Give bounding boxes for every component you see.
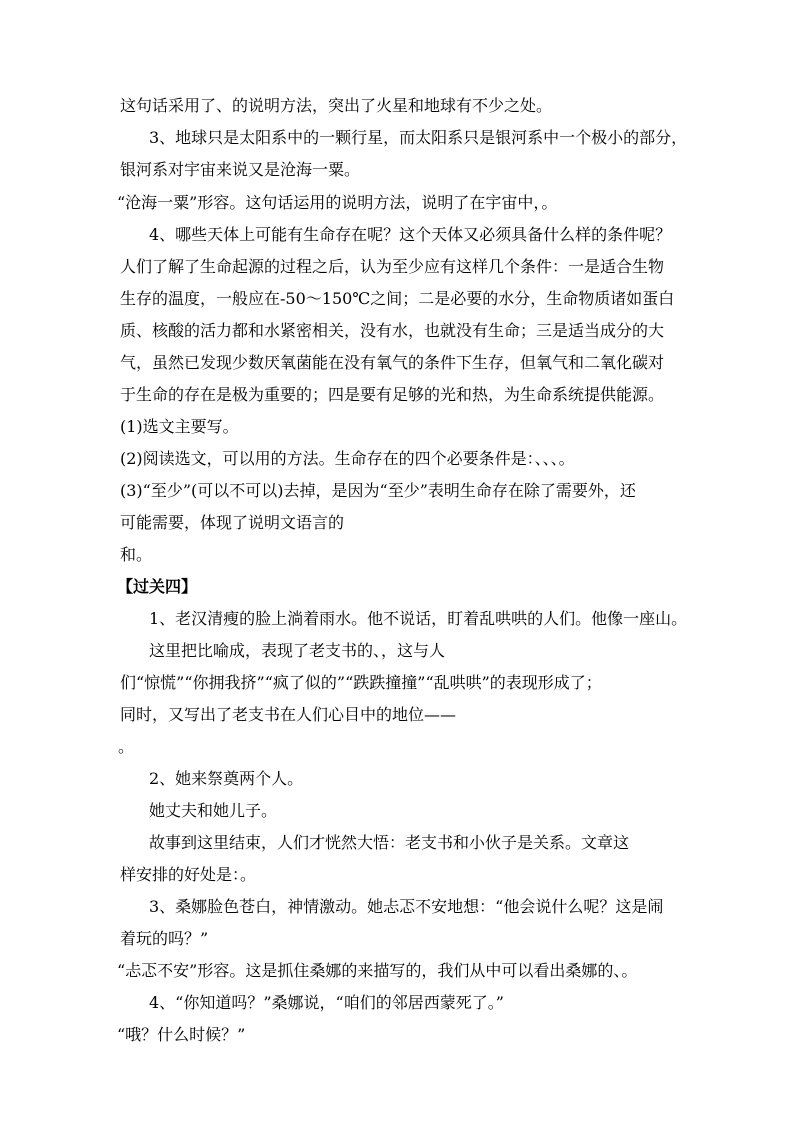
text-line-7: 生存的温度，一般应在-50～150℃之间；二是必要的水分，生命物质诸如蛋白 (120, 289, 675, 308)
text-line-4: “沧海一粟”形容。这句话运用的说明方法，说明了在宇宙中，。 (117, 193, 558, 212)
text-line-14: 可能需要，体现了说明文语言的 (120, 513, 345, 532)
text-line-3: 银河系对宇宙来说又是沧海一粟。 (120, 160, 361, 179)
text-line-2: 3、地球只是太阳系中的一颗行星，而太阳系只是银河系中一个极小的部分， (149, 128, 688, 147)
text-line-15: 和。 (120, 545, 153, 564)
text-line-10: 于生命的存在是极为重要的；四是要有足够的光和热，为生命系统提供能源。 (120, 385, 665, 404)
text-line-29: 4、“你知道吗？”桑娜说，“咱们的邻居西蒙死了。” (149, 993, 504, 1012)
text-line-12: (2)阅读选文，可以用的方法。生命存在的四个必要条件是：、、、。 (120, 449, 575, 468)
text-line-11: (1)选文主要写。 (120, 417, 239, 436)
text-line-28: “忐忑不安”形容。这是抓住桑娜的来描写的，我们从中可以看出桑娜的、。 (117, 961, 638, 980)
section-heading: 【过关四】 (117, 577, 198, 596)
text-line-6: 人们了解了生命起源的过程之后，认为至少应有这样几个条件：一是适合生物 (120, 257, 665, 276)
text-line-27: 着玩的吗？” (120, 929, 209, 948)
text-line-18: 这里把比喻成，表现了老支书的、，这与人 (149, 641, 446, 660)
text-line-17: 1、老汉清瘦的脸上淌着雨水。他不说话，盯着乱哄哄的人们。他像一座山。 (149, 609, 688, 628)
text-line-22: 2、她来祭奠两个人。 (149, 769, 304, 788)
text-line-26: 3、桑娜脸色苍白，神情激动。她忐忑不安地想：“他会说什么呢？这是闹 (149, 897, 664, 916)
text-line-21: 。 (118, 737, 135, 756)
text-line-24: 故事到这里结束，人们才恍然大悟：老支书和小伙子是关系。文章这 (149, 833, 630, 852)
text-line-13: (3)“至少”(可以不可以)去掉，是因为“至少”表明生命存在除了需要外，还 (120, 481, 636, 500)
text-line-1: 这句话采用了、的说明方法，突出了火星和地球有不少之处。 (120, 96, 553, 115)
text-line-9: 气，虽然已发现少数厌氧菌能在没有氧气的条件下生存，但氧气和二氧化碳对 (120, 353, 665, 372)
text-line-20: 同时，又写出了老支书在人们心目中的地位—— (120, 705, 457, 724)
text-line-19: 们“惊慌”“你拥我挤”“疯了似的”“跌跌撞撞”“乱哄哄”的表现形成了； (120, 673, 602, 692)
text-line-25: 样安排的好处是：。 (120, 865, 257, 884)
text-line-8: 质、核酸的活力都和水紧密相关，没有水，也就没有生命；三是适当成分的大 (120, 321, 665, 340)
text-line-23: 她丈夫和她儿子。 (149, 801, 278, 820)
text-line-30: “哦？什么时候？” (117, 1025, 246, 1044)
text-line-5: 4、哪些天体上可能有生命存在呢？这个天体又必须具备什么样的条件呢？ (149, 225, 672, 244)
